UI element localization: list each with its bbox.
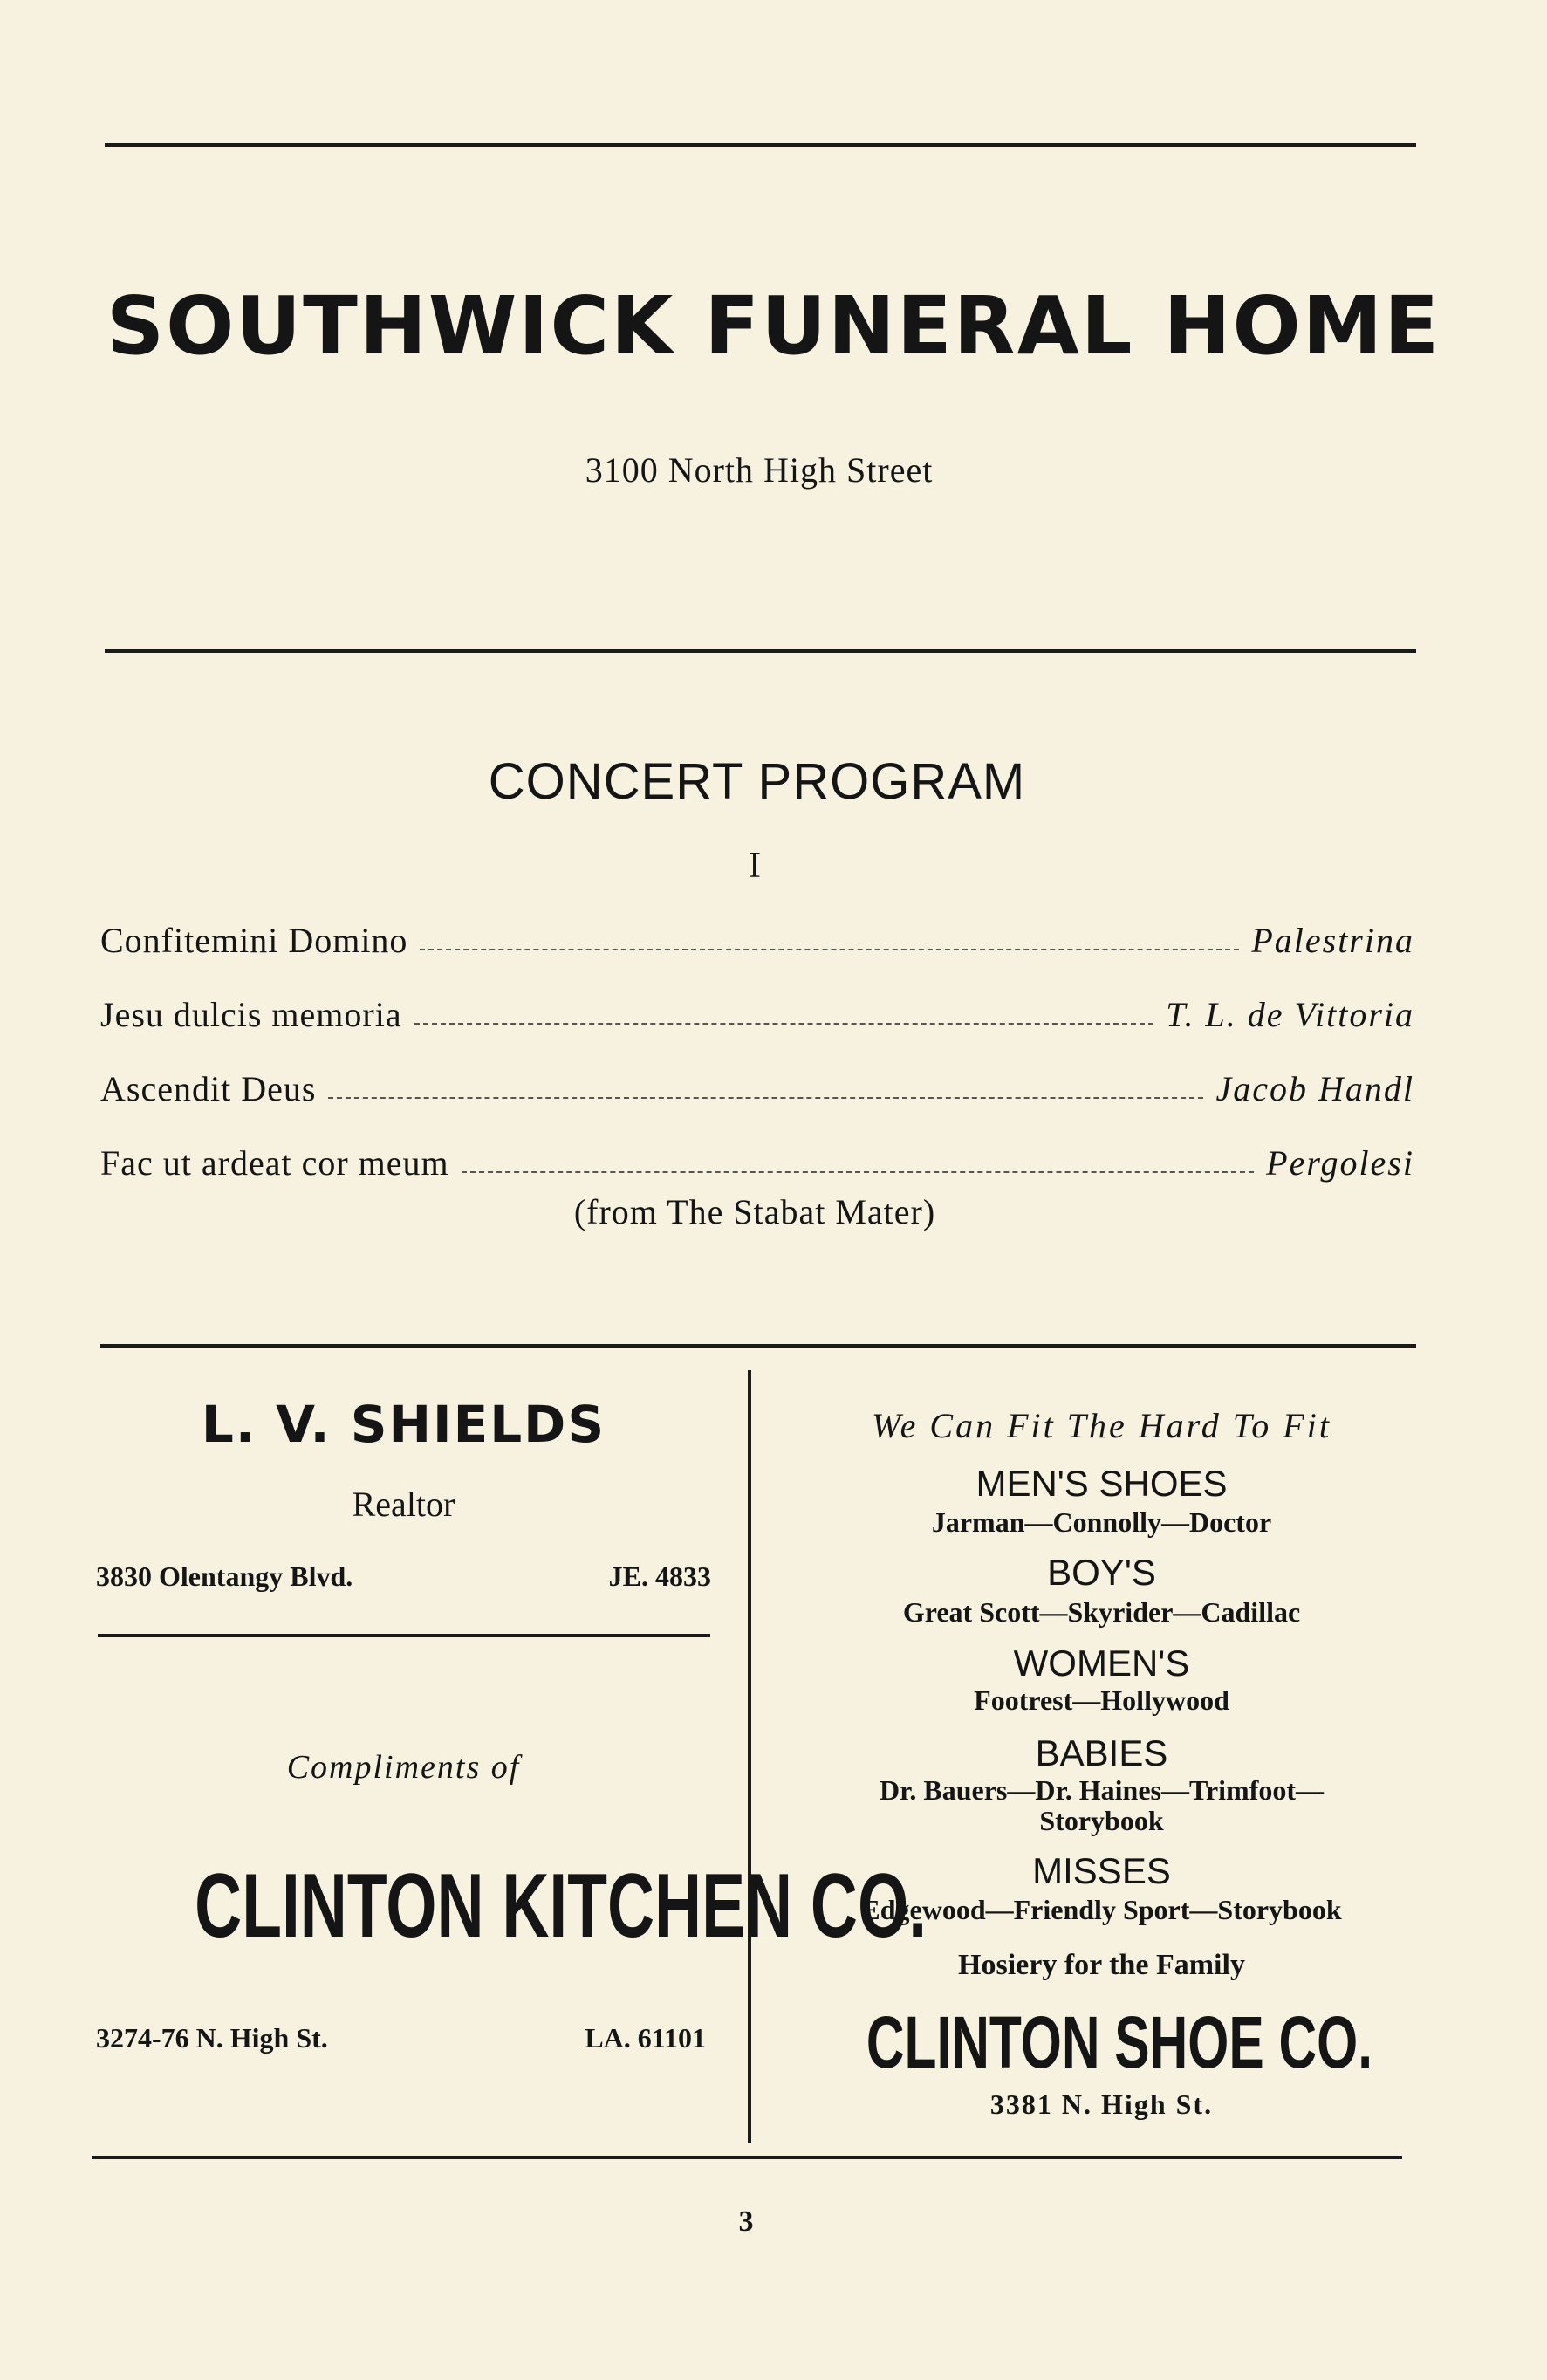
left-ads-divider	[98, 1634, 710, 1637]
shoe-category-brands-line2: Storybook	[1039, 1805, 1164, 1836]
shields-phone: JE. 4833	[608, 1560, 711, 1592]
clinton-kitchen-name: CLINTON KITCHEN CO.	[195, 1855, 928, 1957]
shoe-category-title: BABIES	[1035, 1732, 1168, 1773]
shields-role: Realtor	[352, 1485, 455, 1524]
program-piece: Ascendit Deus	[100, 1069, 317, 1108]
funeral-home-address: 3100 North High Street	[585, 450, 934, 490]
dot-leader	[328, 1097, 1203, 1099]
program-composer: Jacob Handl	[1215, 1069, 1414, 1108]
page-number: 3	[738, 2205, 754, 2238]
clinton-shoe-name-wrap	[768, 2000, 1435, 2086]
program-piece: Jesu dulcis memoria	[100, 995, 402, 1034]
shoe-category-title: BOY'S	[1047, 1552, 1156, 1593]
top-rule	[105, 143, 1416, 147]
bottom-rule	[92, 2156, 1402, 2159]
program-piece: Fac ut ardeat cor meum	[100, 1143, 449, 1183]
shoe-category-brands: Great Scott—Skyrider—Cadillac	[902, 1596, 1301, 1628]
shoe-category-brands: Footrest—Hollywood	[974, 1684, 1229, 1716]
header-divider	[105, 649, 1416, 653]
dot-leader	[414, 1023, 1154, 1025]
concert-program-heading: CONCERT PROGRAM	[488, 753, 1026, 810]
dot-leader	[462, 1171, 1255, 1173]
concert-program-part: I	[749, 846, 761, 886]
program-composer: T. L. de Vittoria	[1166, 995, 1414, 1034]
clinton-kitchen-address: 3274-76 N. High St.	[96, 2022, 328, 2054]
shoe-category-title: WOMEN'S	[1013, 1643, 1190, 1684]
funeral-home-name: SOUTHWICK FUNERAL HOME	[106, 279, 1441, 373]
program-item	[100, 910, 1414, 961]
shoe-hosiery: Hosiery for the Family	[958, 1949, 1245, 1981]
program-piece: Confitemini Domino	[100, 921, 408, 960]
clinton-kitchen-phone: LA. 61101	[585, 2022, 706, 2054]
shoe-category-title: MEN'S SHOES	[975, 1463, 1228, 1504]
shoe-category-brands: Dr. Bauers—Dr. Haines—Trimfoot—	[879, 1774, 1324, 1806]
clinton-kitchen-name-wrap	[52, 1855, 928, 1958]
shields-address: 3830 Olentangy Blvd.	[96, 1560, 353, 1592]
shoe-category-title: MISSES	[1032, 1850, 1171, 1891]
program-composer: Pergolesi	[1266, 1143, 1414, 1183]
program-composer: Palestrina	[1251, 921, 1414, 960]
dot-leader	[420, 949, 1239, 950]
ads-top-rule	[100, 1344, 1416, 1348]
clinton-shoe-name: CLINTON SHOE CO.	[866, 2001, 1373, 2083]
program-item	[100, 984, 1414, 1035]
clinton-shoe-address: 3381 N. High St.	[989, 2089, 1214, 2120]
shoe-tagline: We Can Fit The Hard To Fit	[872, 1406, 1331, 1445]
shoe-category-brands: Edgewood—Friendly Sport—Storybook	[861, 1894, 1342, 1925]
shoe-category-brands: Jarman—Connolly—Doctor	[931, 1506, 1272, 1538]
ads-vertical-divider	[748, 1370, 751, 2143]
program-item	[100, 1133, 1414, 1183]
program-item	[100, 1059, 1414, 1109]
shields-name: L. V. SHIELDS	[201, 1395, 606, 1454]
clinton-kitchen-compliments: Compliments of	[286, 1749, 521, 1786]
program-note: (from The Stabat Mater)	[573, 1192, 936, 1231]
